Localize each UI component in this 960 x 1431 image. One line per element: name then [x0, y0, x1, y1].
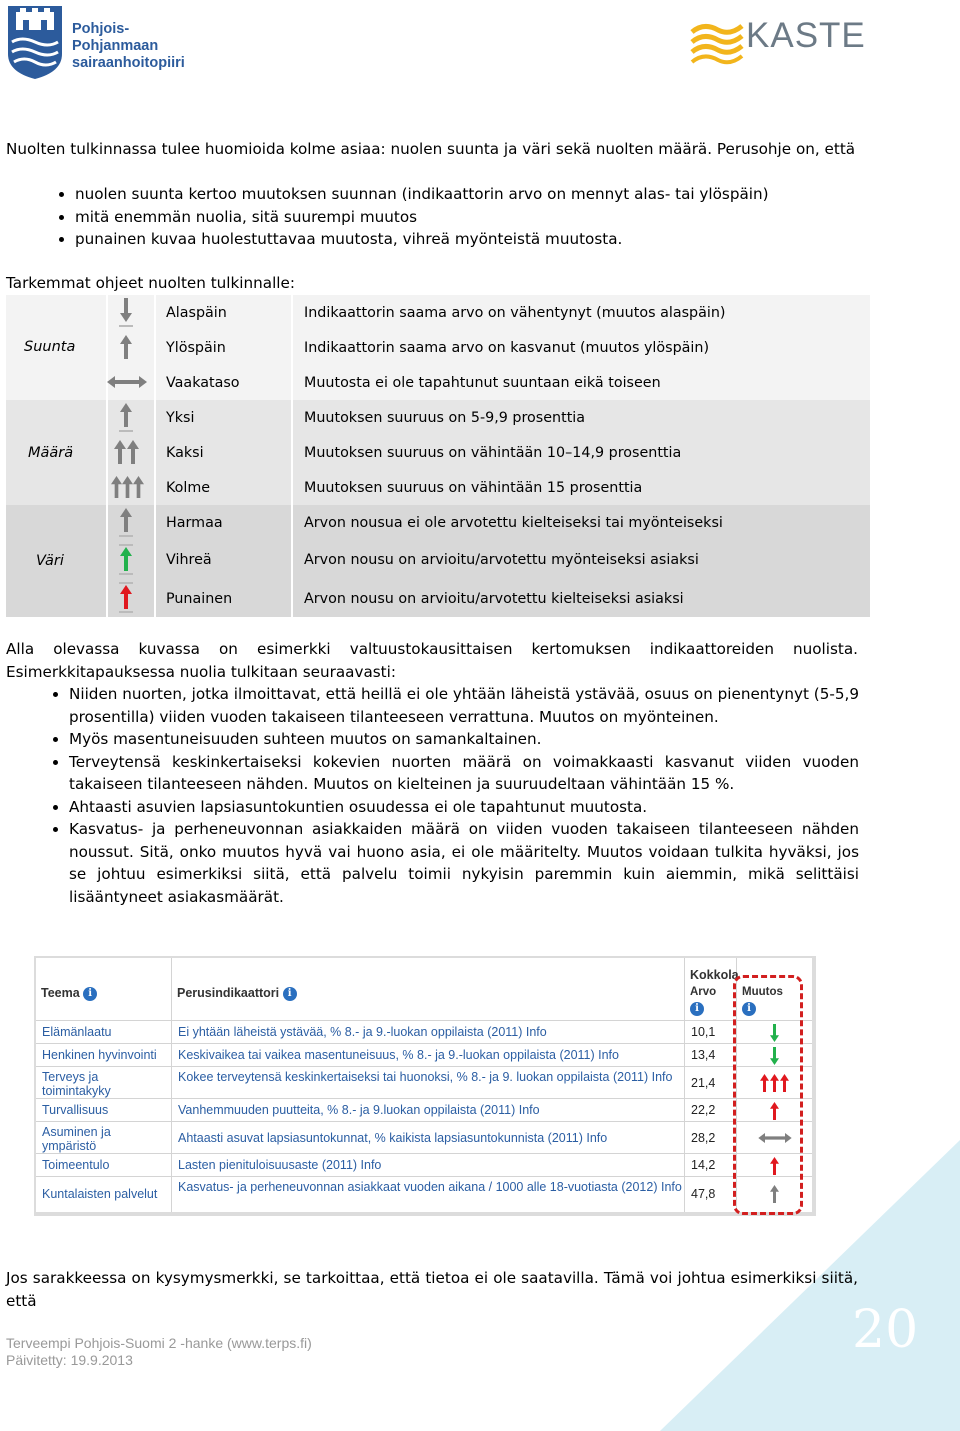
table-row [36, 1020, 812, 1044]
arrow-up-red-icon [119, 582, 133, 614]
arrow-up-gray-icon [119, 335, 133, 361]
legend-row-name: Yksi [166, 410, 195, 426]
col-header-arvo: Arvo [690, 986, 717, 998]
list-item: • Kasvatus- ja perheneuvonnan asiakkaiden määrä on viiden vuoden takaiseen tilanteeseen nähden noussut. Sitä, onko muutos hyvä vai huono asia, ei ole määritelty. Muutos voidaan tulkita hyväksi, jos se johtuu esimerkiksi siitä, että palvelu toimii nykyisin paremmin kuin aiemmin, mikä selittäisi lisääntyneet asiakasmäärät. [69, 818, 859, 908]
indicator-link[interactable]: Ahtaasti asuvat lapsiasuntokunnat, % kaikista lapsiasuntokunnista (2011) Info [178, 1131, 608, 1145]
legend-row-desc: Muutoksen suuruus on vähintään 10–14,9 prosenttia [304, 445, 682, 461]
shield-logo-icon [6, 2, 64, 80]
legend-row-desc: Arvon nousu on arvioitu/arvotettu myönteiseksi asiaksi [304, 552, 699, 568]
arrow-horizontal-gray-icon [106, 376, 148, 388]
legend-row-desc: Arvon nousua ei ole arvotettu kielteiseksi tai myönteiseksi [304, 515, 723, 531]
value-cell: 28,2 [691, 1131, 716, 1145]
legend-group-label: Väri [36, 553, 64, 569]
table-row [36, 1043, 812, 1067]
theme-link[interactable]: Terveys ja toimintakyky [42, 1070, 111, 1098]
list-item: • Terveytensä keskinkertaiseksi kokevien nuorten määrä on voimakkaasti kasvanut viiden vuoden takaiseen tilanteeseen nähden. Muutos on kielteinen ja suuruudeltaan vähintään 15 %. [69, 751, 859, 796]
intro-paragraph: Nuolten tulkinnassa tulee huomioida kolme asiaa: nuolen suunta ja väri sekä nuolten määrä. Perusohje on, että [6, 140, 856, 158]
legend-table [6, 295, 870, 617]
one-arrow-icon [119, 403, 133, 433]
indicator-link[interactable]: Ei yhtään läheistä ystävää, % 8.- ja 9.-luokan oppilaista (2011) Info [178, 1025, 547, 1039]
legend-row-desc: Indikaattorin saama arvo on kasvanut (muutos ylöspäin) [304, 340, 710, 356]
theme-link[interactable]: Toimeentulo [42, 1158, 110, 1172]
value-cell: 22,2 [691, 1103, 716, 1117]
list-item: • Myös masentuneisuuden suhteen muutos on samankaltainen. [69, 728, 859, 751]
col-header-muutos: Muutos [742, 986, 783, 998]
col-header-kokkola: Kokkola [690, 968, 739, 982]
value-cell: 14,2 [691, 1158, 716, 1172]
org-name-line2: sairaanhoitopiiri [72, 55, 185, 71]
legend-row-desc: Indikaattorin saama arvo on vähentynyt (muutos alaspäin) [304, 305, 726, 321]
value-cell: 21,4 [691, 1076, 716, 1090]
intro-bullet-list [52, 183, 895, 251]
legend-row-name: Ylöspäin [166, 340, 226, 356]
theme-link[interactable]: Turvallisuus [42, 1103, 109, 1117]
pohjois-pohjanmaan-logo [6, 2, 206, 82]
indicator-link[interactable]: Kokee terveytensä keskinkertaiseksi tai huonoksi, % 8.- ja 9. luokan oppilaista (2011) Info [178, 1070, 673, 1084]
closing-paragraph: Jos sarakkeessa on kysymysmerkki, se tarkoittaa, että tietoa ei ole saatavilla. Tämä voi johtua esimerkiksi siitä, että [6, 1269, 858, 1310]
table-row [36, 1066, 812, 1099]
indicator-link[interactable]: Keskivaikea tai vaikea masentuneisuus, % 8.- ja 9.-luokan oppilaista (2011) Info [178, 1048, 619, 1062]
legend-group-label: Suunta [24, 339, 76, 355]
list-item: • nuolen suunta kertoo muutoksen suunnan (indikaattorin arvo on mennyt alas- tai ylöspäin) [75, 183, 895, 206]
page-number: 20 [852, 1300, 919, 1360]
legend-row-name: Kolme [166, 480, 211, 496]
legend-row-desc: Arvon nousu on arvioitu/arvotettu kielteiseksi asiaksi [304, 591, 684, 607]
legend-row-desc: Muutosta ei ole tapahtunut suuntaan eikä toiseen [304, 375, 661, 391]
org-name [72, 21, 206, 72]
arrow-down-gray-icon [119, 298, 133, 328]
list-item: • punainen kuvaa huolestuttavaa muutosta, vihreä myönteistä muutosta. [75, 228, 895, 251]
legend-row-name: Punainen [166, 591, 233, 607]
legend-row-desc: Muutoksen suuruus on vähintään 15 prosenttia [304, 480, 643, 496]
theme-link[interactable]: Asuminen ja ympäristö [42, 1125, 111, 1153]
org-name-line1: Pohjois-Pohjanmaan [72, 21, 159, 54]
arrow-up-gray-icon [119, 508, 133, 538]
value-cell: 10,1 [691, 1025, 716, 1039]
list-item: • mitä enemmän nuolia, sitä suurempi muutos [75, 206, 895, 229]
legend-row-name: Kaksi [166, 445, 204, 461]
arrow-up-green-icon [119, 544, 133, 576]
info-icon[interactable]: i [690, 1002, 704, 1016]
footer-project: Terveempi Pohjois-Suomi 2 -hanke (www.terps.fi) [6, 1335, 312, 1351]
example-bullet-list [42, 683, 859, 908]
value-cell: 13,4 [691, 1048, 716, 1062]
legend-row-name: Alaspäin [166, 305, 227, 321]
theme-link[interactable]: Kuntalaisten palvelut [42, 1187, 158, 1201]
three-arrows-icon [110, 476, 146, 500]
list-item: • Niiden nuorten, jotka ilmoittavat, että heillä ei ole yhtään läheistä ystävää, osuus on pienentynyt (5-5,9 prosentilla) viiden vuoden takaiseen tilanteeseen verrattuna. Muutos on myönteinen. [69, 683, 859, 728]
kaste-wordmark: KASTE [746, 16, 866, 55]
table-row [36, 1098, 812, 1122]
legend-row-desc: Muutoksen suuruus on 5-9,9 prosenttia [304, 410, 586, 426]
kaste-wave-icon [690, 20, 744, 70]
legend-group-label: Määrä [28, 445, 74, 461]
legend-row-name: Harmaa [166, 515, 223, 531]
theme-link[interactable]: Elämänlaatu [42, 1025, 112, 1039]
theme-link[interactable]: Henkinen hyvinvointi [42, 1048, 157, 1062]
legend-row-name: Vaakataso [166, 375, 240, 391]
legend-heading: Tarkemmat ohjeet nuolten tulkinnalle: [6, 274, 295, 292]
indicator-link[interactable]: Vanhemmuuden puutteita, % 8.- ja 9.luokan oppilaista (2011) Info [178, 1103, 540, 1117]
info-icon[interactable]: i [283, 987, 297, 1001]
value-cell: 47,8 [691, 1187, 716, 1201]
indicator-link[interactable]: Lasten pienituloisuusaste (2011) Info [178, 1158, 382, 1172]
example-paragraph: Alla olevassa kuvassa on esimerkki valtuustokausittaisen kertomuksen indikaattoreiden nuolista. Esimerkkitapauksessa nuolia tulkitaan seuraavasti: [6, 640, 858, 681]
indicator-link[interactable]: Kasvatus- ja perheneuvonnan asiakkaat vuoden aikana / 1000 alle 18-vuotiasta (2012) Info [178, 1180, 682, 1194]
info-icon[interactable]: i [742, 1002, 756, 1016]
footer-updated: Päivitetty: 19.9.2013 [6, 1352, 133, 1368]
two-arrows-icon [113, 440, 141, 466]
kaste-logo [690, 16, 866, 72]
col-header-indicator: Perusindikaattori i [177, 986, 297, 1001]
info-icon[interactable]: i [83, 987, 97, 1001]
list-item: • Ahtaasti asuvien lapsiasuntokuntien osuudessa ei ole tapahtunut muutosta. [69, 796, 859, 819]
col-header-teema: Teema i [41, 986, 97, 1001]
legend-row-name: Vihreä [166, 552, 212, 568]
